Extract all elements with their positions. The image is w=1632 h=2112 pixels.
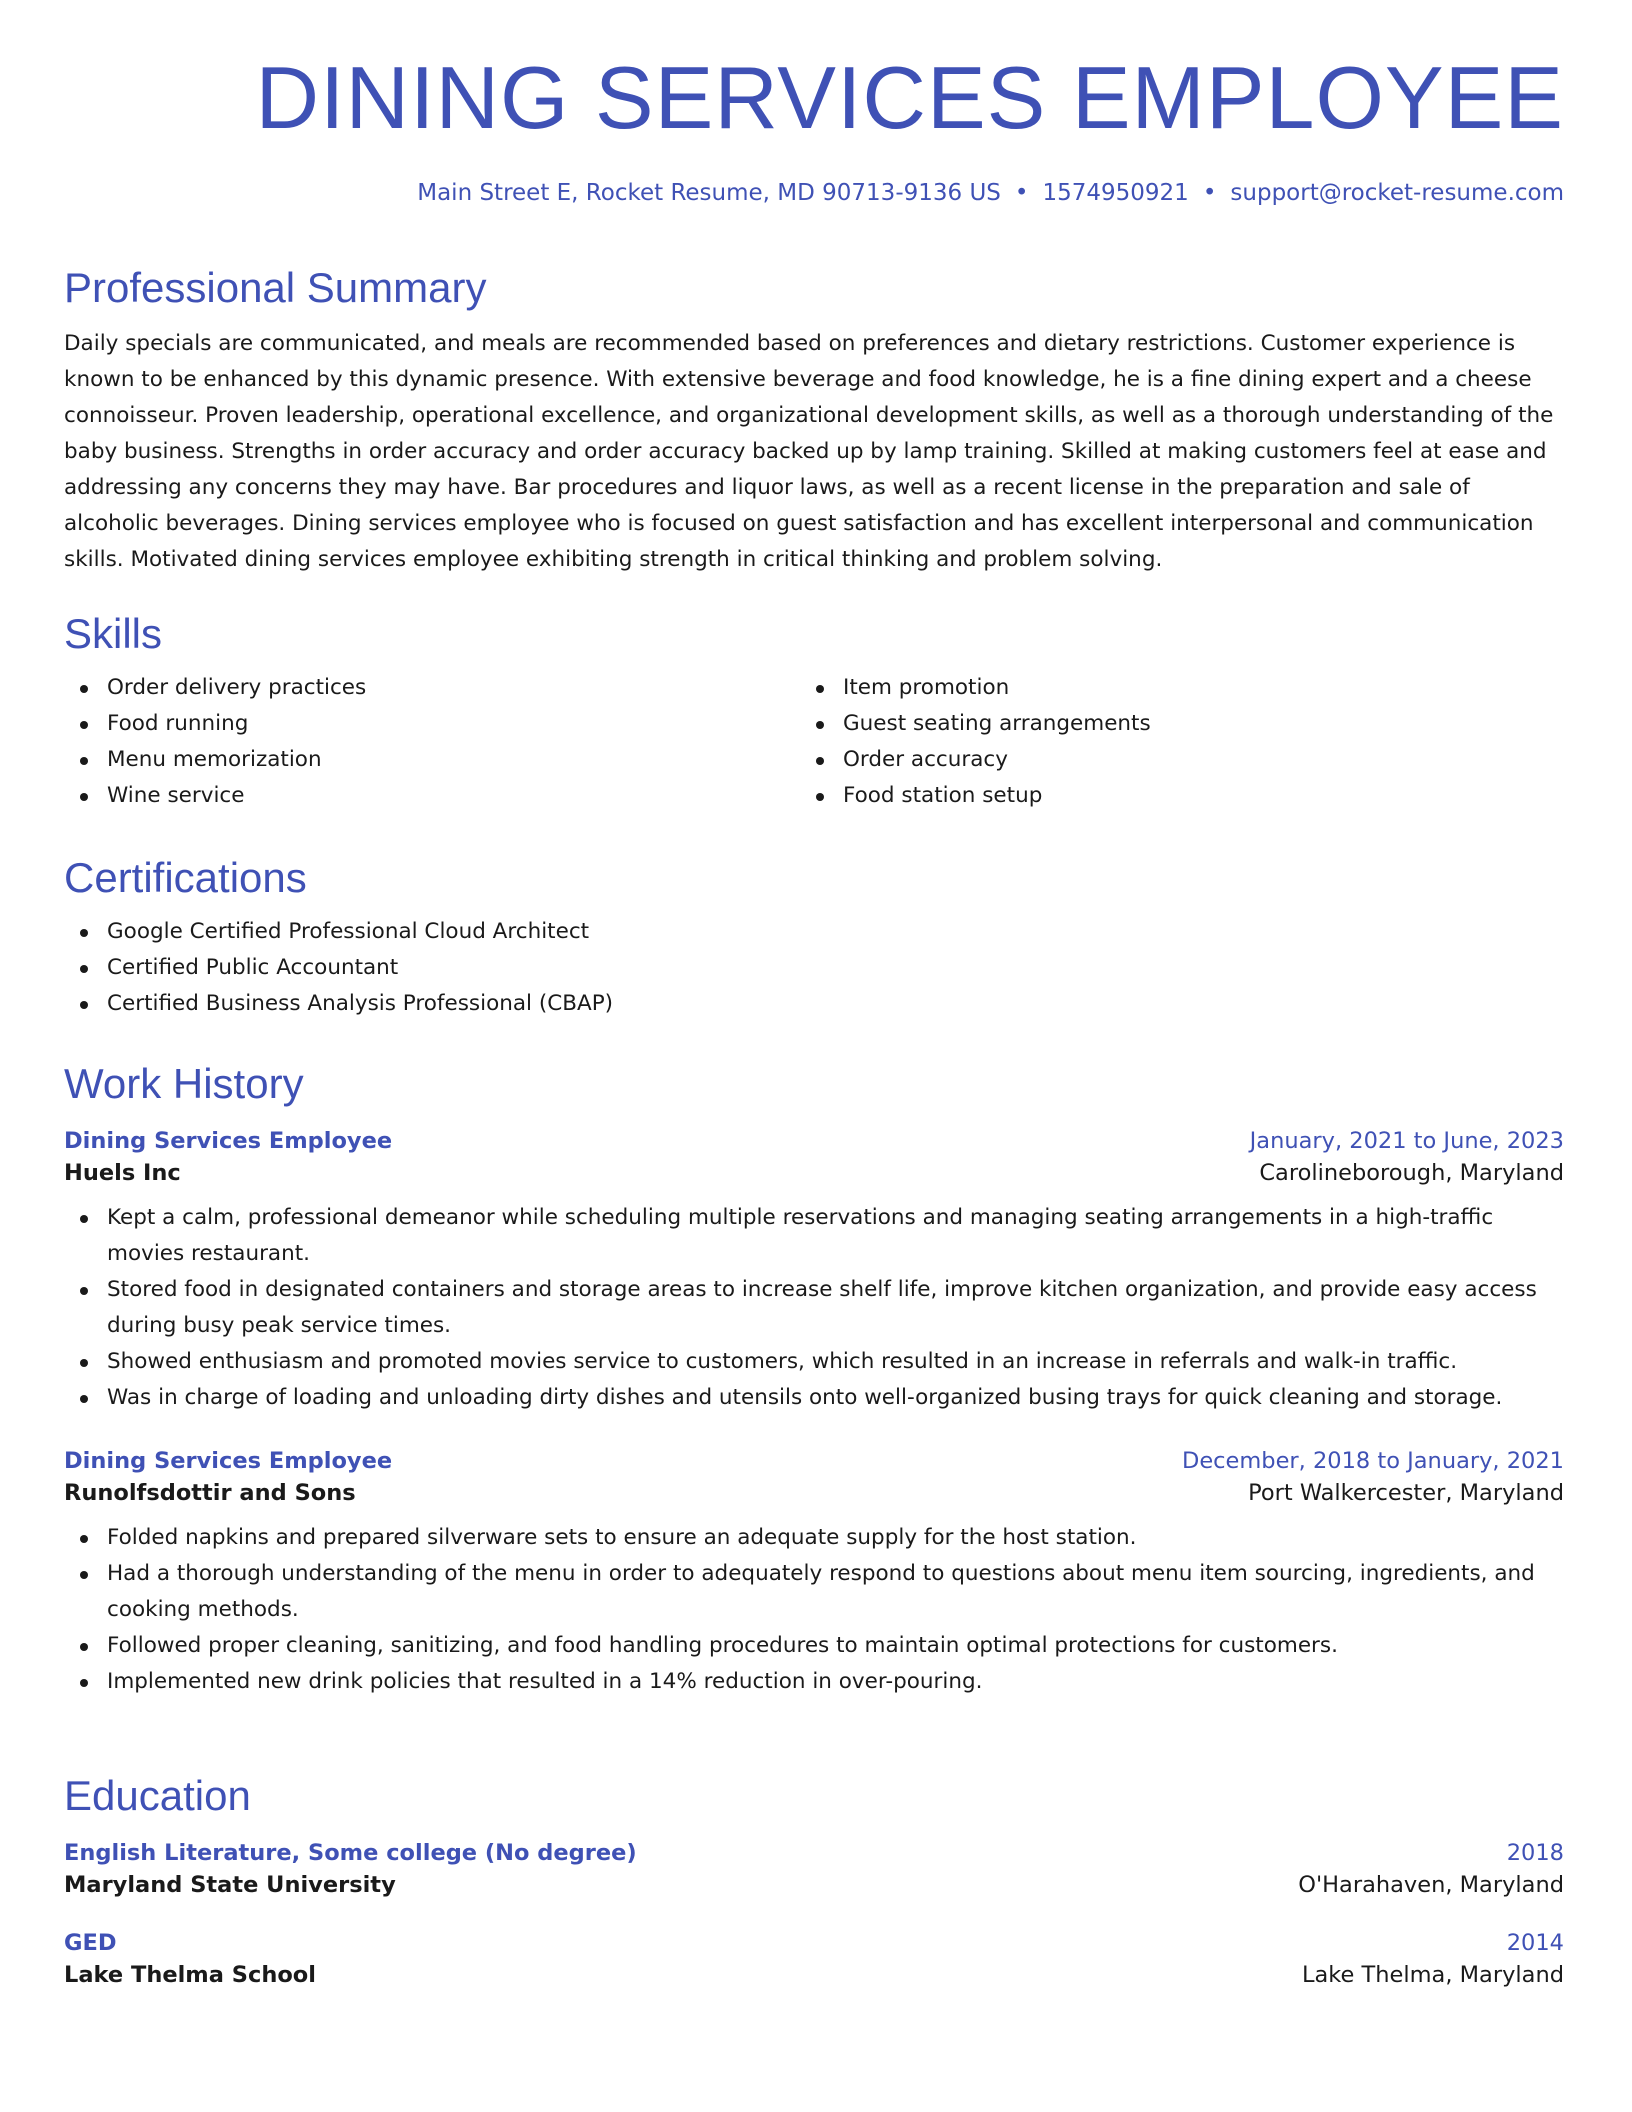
job-entry [64, 1448, 1564, 1700]
skills-heading: Skills [64, 610, 163, 657]
job-location: Carolineborough, Maryland [1259, 1160, 1564, 1186]
certifications-section [64, 852, 1564, 1022]
job-bullet: Stored food in designated containers and storage areas to increase shelf life, improve kitchen organization, and provide easy access during busy peak service times. [64, 1272, 1564, 1344]
skills-list-left [64, 670, 800, 814]
job-bullet: Was in charge of loading and unloading dirty dishes and utensils onto well-organized busing trays for quick cleaning and storage. [64, 1380, 1564, 1416]
contact-separator: • [1202, 180, 1217, 206]
job-bullet: Implemented new drink policies that resulted in a 14% reduction in over-pouring. [64, 1664, 1564, 1700]
job-bullet: Folded napkins and prepared silverware sets to ensure an adequate supply for the host station. [64, 1520, 1564, 1556]
job-title: Dining Services Employee [64, 1128, 393, 1154]
work-history-section [64, 1058, 1564, 1700]
job-company: Huels Inc [64, 1160, 181, 1186]
job-subheader [64, 1480, 1564, 1506]
education-year: 2014 [1506, 1930, 1564, 1956]
job-company: Runolfsdottir and Sons [64, 1480, 356, 1506]
skill-item: Order accuracy [800, 742, 1564, 778]
job-dates: January, 2021 to June, 2023 [1249, 1128, 1564, 1154]
education-location: Lake Thelma, Maryland [1301, 1962, 1564, 1988]
summary-section [64, 262, 1564, 578]
certifications-heading: Certifications [64, 854, 307, 901]
certification-item: Certified Public Accountant [64, 950, 1564, 986]
job-header [64, 1128, 1564, 1154]
contact-email[interactable]: support@rocket-resume.com [1230, 180, 1564, 206]
education-subheader [64, 1872, 1564, 1898]
job-location: Port Walkercester, Maryland [1248, 1480, 1564, 1506]
summary-heading: Professional Summary [64, 264, 487, 311]
skill-item: Guest seating arrangements [800, 706, 1564, 742]
certifications-list [64, 914, 1564, 1022]
skill-item: Menu memorization [64, 742, 800, 778]
contact-address: Main Street E, Rocket Resume, MD 90713-9136 US [417, 180, 1001, 206]
job-entry [64, 1128, 1564, 1416]
education-section [64, 1770, 1564, 1988]
job-title: Dining Services Employee [64, 1448, 393, 1474]
education-location: O'Harahaven, Maryland [1298, 1872, 1564, 1898]
education-entry [64, 1840, 1564, 1898]
education-year: 2018 [1506, 1840, 1564, 1866]
contact-line [417, 180, 1564, 206]
skill-item: Food running [64, 706, 800, 742]
job-bullets [64, 1520, 1564, 1700]
job-bullet: Had a thorough understanding of the menu in order to adequately respond to questions about menu item sourcing, ingredients, and cooking methods. [64, 1556, 1564, 1628]
skill-item: Order delivery practices [64, 670, 800, 706]
summary-text: Daily specials are communicated, and meals are recommended based on preferences and dietary restrictions. Customer experience is known to be enhanced by this dynamic presence. With extensive beverage and food knowledge, he is a fine dining expert and a cheese connoisseur. Proven leadership, operational excellence, and organizational development skills, as well as a thorough understanding of the baby business. Strengths in order accuracy and order accuracy backed up by lamp training. Skilled at making customers feel at ease and addressing any concerns they may have. Bar procedures and liquor laws, as well as a recent license in the preparation and sale of alcoholic beverages. Dining services employee who is focused on guest satisfaction and has excellent interpersonal and communication skills. Motivated dining services employee exhibiting strength in critical thinking and problem solving. [64, 331, 1554, 572]
education-degree: GED [64, 1930, 117, 1956]
education-subheader [64, 1962, 1564, 1988]
skills-grid [64, 670, 1564, 814]
skills-list-right [800, 670, 1564, 814]
education-school: Lake Thelma School [64, 1962, 316, 1988]
job-dates: December, 2018 to January, 2021 [1182, 1448, 1564, 1474]
job-subheader [64, 1160, 1564, 1186]
job-header [64, 1448, 1564, 1474]
education-entry [64, 1930, 1564, 1988]
education-school: Maryland State University [64, 1872, 396, 1898]
certification-item: Certified Business Analysis Professional (CBAP) [64, 986, 1564, 1022]
job-bullet: Kept a calm, professional demeanor while scheduling multiple reservations and managing seating arrangements in a high-traffic movies restaurant. [64, 1200, 1564, 1272]
education-header [64, 1930, 1564, 1956]
skills-section [64, 608, 1564, 814]
education-header [64, 1840, 1564, 1866]
education-heading: Education [64, 1772, 251, 1819]
job-bullet: Followed proper cleaning, sanitizing, and food handling procedures to maintain optimal protections for customers. [64, 1628, 1564, 1664]
skill-item: Food station setup [800, 778, 1564, 814]
contact-phone[interactable]: 1574950921 [1042, 180, 1189, 206]
skill-item: Item promotion [800, 670, 1564, 706]
education-degree: English Literature, Some college (No degree) [64, 1840, 637, 1866]
job-bullets [64, 1200, 1564, 1416]
work-history-heading: Work History [64, 1060, 304, 1107]
skill-item: Wine service [64, 778, 800, 814]
job-bullet: Showed enthusiasm and promoted movies service to customers, which resulted in an increase in referrals and walk-in traffic. [64, 1344, 1564, 1380]
certification-item: Google Certified Professional Cloud Architect [64, 914, 1564, 950]
resume-name: DINING SERVICES EMPLOYEE [255, 48, 1564, 147]
contact-separator: • [1014, 180, 1029, 206]
